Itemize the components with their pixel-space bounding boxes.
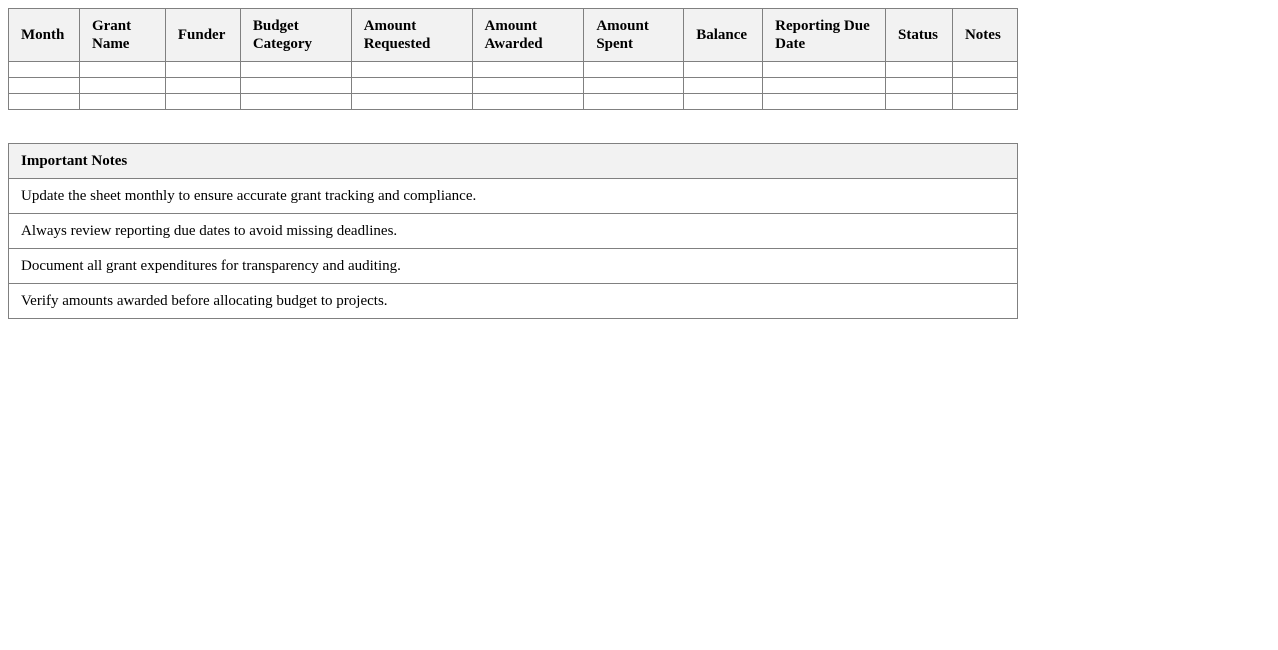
table-cell[interactable] bbox=[79, 78, 165, 94]
list-item bbox=[9, 249, 1018, 284]
column-header-grant-name[interactable]: Grant Name bbox=[79, 9, 165, 62]
table-cell[interactable] bbox=[351, 94, 472, 110]
note-text: Document all grant expenditures for transparency and auditing. bbox=[9, 249, 1018, 284]
table-cell[interactable] bbox=[584, 78, 684, 94]
column-header-amount-spent[interactable]: Amount Spent bbox=[584, 9, 684, 62]
table-cell[interactable] bbox=[684, 94, 763, 110]
table-header-row bbox=[9, 9, 1018, 62]
table-cell[interactable] bbox=[885, 94, 952, 110]
column-header-amount-requested[interactable]: Amount Requested bbox=[351, 9, 472, 62]
notes-title: Important Notes bbox=[9, 144, 1018, 179]
table-cell[interactable] bbox=[885, 78, 952, 94]
table-row bbox=[9, 78, 1018, 94]
table-cell[interactable] bbox=[165, 62, 240, 78]
table-cell[interactable] bbox=[952, 94, 1017, 110]
column-header-month[interactable]: Month bbox=[9, 9, 80, 62]
table-cell[interactable] bbox=[351, 78, 472, 94]
column-header-amount-awarded[interactable]: Amount Awarded bbox=[472, 9, 584, 62]
note-text: Verify amounts awarded before allocating budget to projects. bbox=[9, 284, 1018, 319]
table-cell[interactable] bbox=[472, 62, 584, 78]
table-cell[interactable] bbox=[952, 62, 1017, 78]
important-notes-table bbox=[8, 143, 1018, 319]
notes-header-row bbox=[9, 144, 1018, 179]
table-cell[interactable] bbox=[9, 62, 80, 78]
table-cell[interactable] bbox=[472, 94, 584, 110]
table-cell[interactable] bbox=[952, 78, 1017, 94]
note-text: Always review reporting due dates to avoid missing deadlines. bbox=[9, 214, 1018, 249]
table-cell[interactable] bbox=[763, 62, 886, 78]
table-cell[interactable] bbox=[763, 94, 886, 110]
column-header-notes[interactable]: Notes bbox=[952, 9, 1017, 62]
column-header-funder[interactable]: Funder bbox=[165, 9, 240, 62]
table-cell[interactable] bbox=[165, 94, 240, 110]
list-item bbox=[9, 284, 1018, 319]
table-cell[interactable] bbox=[584, 62, 684, 78]
table-cell[interactable] bbox=[763, 78, 886, 94]
table-cell[interactable] bbox=[240, 94, 351, 110]
note-text: Update the sheet monthly to ensure accurate grant tracking and compliance. bbox=[9, 179, 1018, 214]
column-header-reporting-due-date[interactable]: Reporting Due Date bbox=[763, 9, 886, 62]
table-cell[interactable] bbox=[240, 78, 351, 94]
column-header-budget-category[interactable]: Budget Category bbox=[240, 9, 351, 62]
table-cell[interactable] bbox=[472, 78, 584, 94]
table-cell[interactable] bbox=[79, 62, 165, 78]
table-cell[interactable] bbox=[885, 62, 952, 78]
table-cell[interactable] bbox=[165, 78, 240, 94]
list-item bbox=[9, 214, 1018, 249]
table-cell[interactable] bbox=[9, 78, 80, 94]
column-header-balance[interactable]: Balance bbox=[684, 9, 763, 62]
table-cell[interactable] bbox=[684, 62, 763, 78]
table-cell[interactable] bbox=[9, 94, 80, 110]
table-row bbox=[9, 94, 1018, 110]
list-item bbox=[9, 179, 1018, 214]
table-cell[interactable] bbox=[240, 62, 351, 78]
table-cell[interactable] bbox=[79, 94, 165, 110]
table-cell[interactable] bbox=[351, 62, 472, 78]
table-cell[interactable] bbox=[584, 94, 684, 110]
column-header-status[interactable]: Status bbox=[885, 9, 952, 62]
table-cell[interactable] bbox=[684, 78, 763, 94]
grant-tracker-table bbox=[8, 8, 1018, 110]
table-row bbox=[9, 62, 1018, 78]
